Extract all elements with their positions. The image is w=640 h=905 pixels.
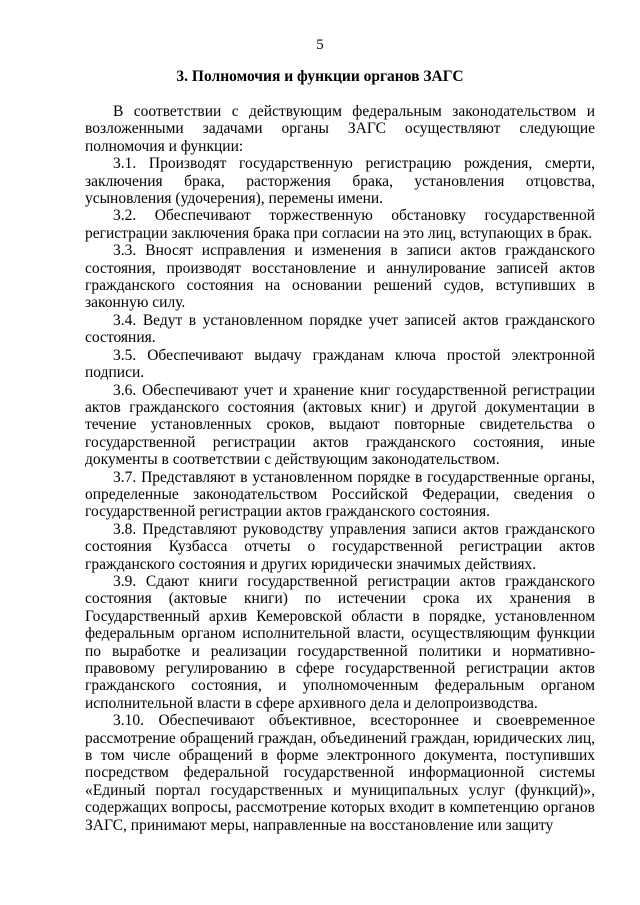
paragraph-3-2: 3.2. Обеспечивают торжественную обстановку государственной регистрации заключения брака при согласии на это лиц, вступающих в брак. xyxy=(85,207,595,242)
paragraph-3-10: 3.10. Обеспечивают объективное, всестороннее и своевременное рассмотрение обращений граждан, объединений граждан, юридических лиц, в том числе обращений в форме электронного документа, поступивших посредством федеральной государственной информационной системы «Единый портал государственных и муниципальных услуг (функций)», содержащих вопросы, рассмотрение которых входит в компетенцию органов ЗАГС, принимают меры, направленные на восстановление или защиту xyxy=(85,712,595,834)
paragraph-3-6: 3.6. Обеспечивают учет и хранение книг государственной регистрации актов гражданского состояния (актовых книг) и другой документации в течение установленных сроков, выдают повторные свидетельства о государственной регистрации актов гражданского состояния, иные документы в соответствии с действующим законодательством. xyxy=(85,381,595,469)
paragraph-3-4: 3.4. Ведут в установленном порядке учет записей актов гражданского состояния. xyxy=(85,311,595,347)
paragraph-3-5: 3.5. Обеспечивают выдачу гражданам ключа простой электронной подписи. xyxy=(85,346,595,382)
paragraph-3-8: 3.8. Представляют руководству управления записи актов гражданского состояния Кузбасса отчеты о государственной регистрации актов гражданского состояния и других юридически значимых действиях. xyxy=(85,520,595,573)
paragraph-3-3: 3.3. Вносят исправления и изменения в записи актов гражданского состояния, производят восстановление и аннулирование записей актов гражданского состояния на основании решений судов, вступивших в законную силу. xyxy=(85,242,595,312)
paragraph-3-7: 3.7. Представляют в установленном порядке в государственные органы, определенные законодательством Российской Федерации, сведения о государственной регистрации актов гражданского состояния. xyxy=(85,468,595,521)
page-number: 5 xyxy=(316,37,324,53)
paragraph-3-1: 3.1. Производят государственную регистрацию рождения, смерти, заключения брака, расторжения брака, установления отцовства, усыновления (удочерения), перемены имени. xyxy=(85,155,595,208)
section-title: 3. Полномочия и функции органов ЗАГС xyxy=(176,68,464,85)
document-body xyxy=(85,103,595,834)
intro-paragraph: В соответствии с действующим федеральным законодательством и возложенными задачами органы ЗАГС осуществляют следующие полномочия и функции: xyxy=(85,103,595,155)
paragraph-3-9: 3.9. Сдают книги государственной регистрации актов гражданского состояния (актовые книги) по истечении срока их хранения в Государственный архив Кемеровской области в порядке, установленном федеральным органом исполнительной власти, осуществляющим функции по выработке и реализации государственной политики и нормативно-правовому регулированию в сфере государственной регистрации актов гражданского состояния, и уполномоченным федеральным органом исполнительной власти в сфере архивного дела и делопроизводства. xyxy=(85,572,595,712)
